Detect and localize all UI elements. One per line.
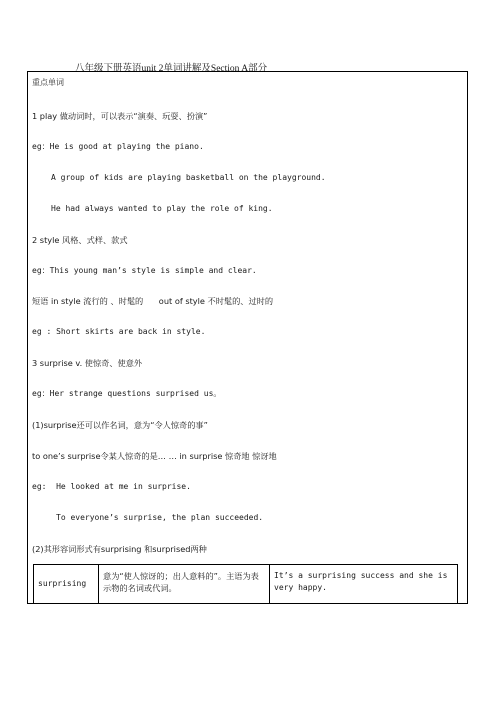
table-row [34, 565, 458, 604]
play-example-2: A group of kids are playing basketball on the playground. [51, 173, 326, 182]
style-phrase: 短语 in style 流行的 、时髦的 out of style 不时髦的、过时的 [32, 296, 274, 306]
play-example-3: He had always wanted to play the role of king. [51, 204, 273, 213]
adjective-table [33, 564, 458, 604]
adjective-word-cell: surprising [34, 565, 99, 604]
surprise-adjective-note: (2)其形容词形式有surprising 和surprised两种 [32, 544, 207, 554]
section-heading: 重点单词 [32, 78, 64, 87]
style-example-1: eg：This young man’s style is simple and clear. [32, 266, 257, 275]
surprise-definition: 3 surprise v. 使惊奇、使意外 [32, 358, 143, 368]
play-example-1: eg：He is good at playing the piano. [32, 142, 204, 151]
surprise-phrase: to one’s surprise令某人惊奇的是… … in surprise 惊奇地 惊讶地 [32, 451, 277, 461]
document-title: 八年级下册英语unit 2单词讲解及Section A部分 [75, 64, 268, 74]
surprise-example-2: eg: He looked at me in surprise. [32, 482, 191, 491]
style-definition: 2 style 风格、式样、款式 [32, 235, 128, 245]
adjective-meaning-cell: 意为“使人惊讶的；出人意料的”。主语为表示物的名词或代词。 [99, 565, 270, 604]
adjective-example-cell: It’s a surprising success and she is very happy. [270, 565, 458, 604]
style-example-2: eg : Short skirts are back in style. [32, 327, 206, 336]
surprise-noun-note: (1)surprise还可以作名词，意为“令人惊奇的事” [32, 420, 208, 430]
surprise-example-1: eg：Her strange questions surprised us。 [32, 389, 222, 398]
play-definition: 1 play 做动词时，可以表示“演奏、玩耍、扮演” [32, 111, 208, 121]
surprise-example-3: To everyone’s surprise, the plan succeeded. [56, 513, 264, 522]
